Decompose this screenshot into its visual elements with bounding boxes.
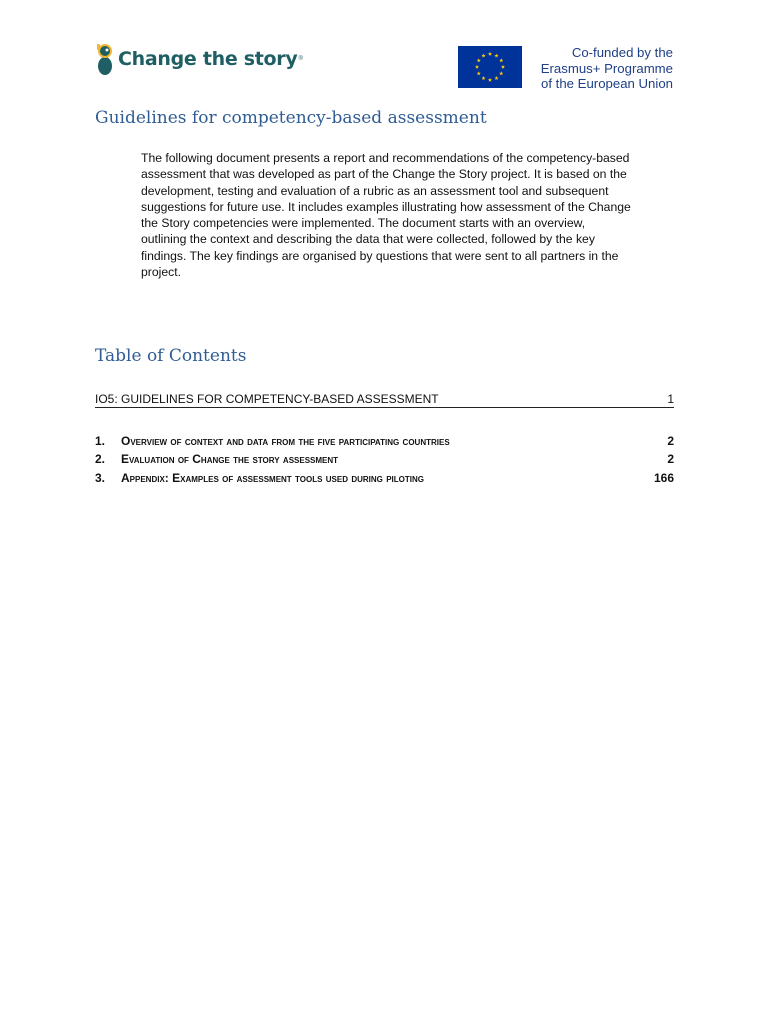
eu-funding-statement (533, 45, 673, 92)
toc-entry[interactable] (95, 452, 674, 467)
toc-entry-page: 2 (667, 452, 674, 466)
toc-entry-number: 1. (95, 434, 106, 448)
toc-entry-page: 2 (667, 434, 674, 448)
mascot-icon (94, 42, 116, 76)
project-logo (94, 42, 303, 76)
eu-flag-icon (458, 46, 522, 88)
toc-main-page: 1 (667, 392, 674, 406)
intro-line: findings. The key findings are organised by questions that were sent to all partners in the (141, 248, 619, 263)
toc-entry-page: 166 (653, 471, 674, 485)
intro-line: project. (141, 265, 181, 280)
intro-line: assessment that was developed as part of the Change the Story project. It is based on the (141, 167, 627, 182)
toc-entry-number: 3. (95, 471, 106, 485)
eu-line: Erasmus+ Programme (540, 60, 673, 76)
eu-line: of the European Union (541, 76, 673, 91)
toc-main-entry[interactable] (95, 392, 674, 408)
toc-entry[interactable] (95, 471, 674, 486)
toc-entry[interactable] (95, 434, 674, 449)
toc-entry-number: 2. (95, 452, 106, 466)
toc-main-label: IO5: GUIDELINES FOR COMPETENCY-BASED ASSESSMENT (95, 392, 439, 406)
intro-line: outlining the context and describing the data that were collected, followed by the key (141, 232, 595, 247)
toc-entry-label: Overview of context and data from the five participating countries (121, 434, 450, 448)
document-title: Guidelines for competency-based assessment (95, 108, 487, 128)
toc-entry-label: Evaluation of Change the story assessment (121, 452, 339, 466)
toc-title: Table of Contents (95, 346, 247, 366)
intro-line: suggestions for future use. It includes examples illustrating how assessment of the Change (141, 199, 631, 214)
intro-paragraph (141, 150, 681, 280)
intro-line: development, testing and evaluation of a rubric as an assessment tool and subsequent (141, 183, 609, 198)
intro-line: The following document presents a report and recommendations of the competency-based (141, 151, 630, 165)
eu-line: Co-funded by the (571, 45, 673, 60)
intro-line: the Story competencies were implemented. The document starts with an overview, (141, 216, 586, 231)
toc-entry-label: Appendix: Examples of assessment tools used during piloting (121, 471, 424, 485)
registered-mark: ® (298, 56, 303, 62)
brand-name: Change the story (118, 48, 298, 70)
